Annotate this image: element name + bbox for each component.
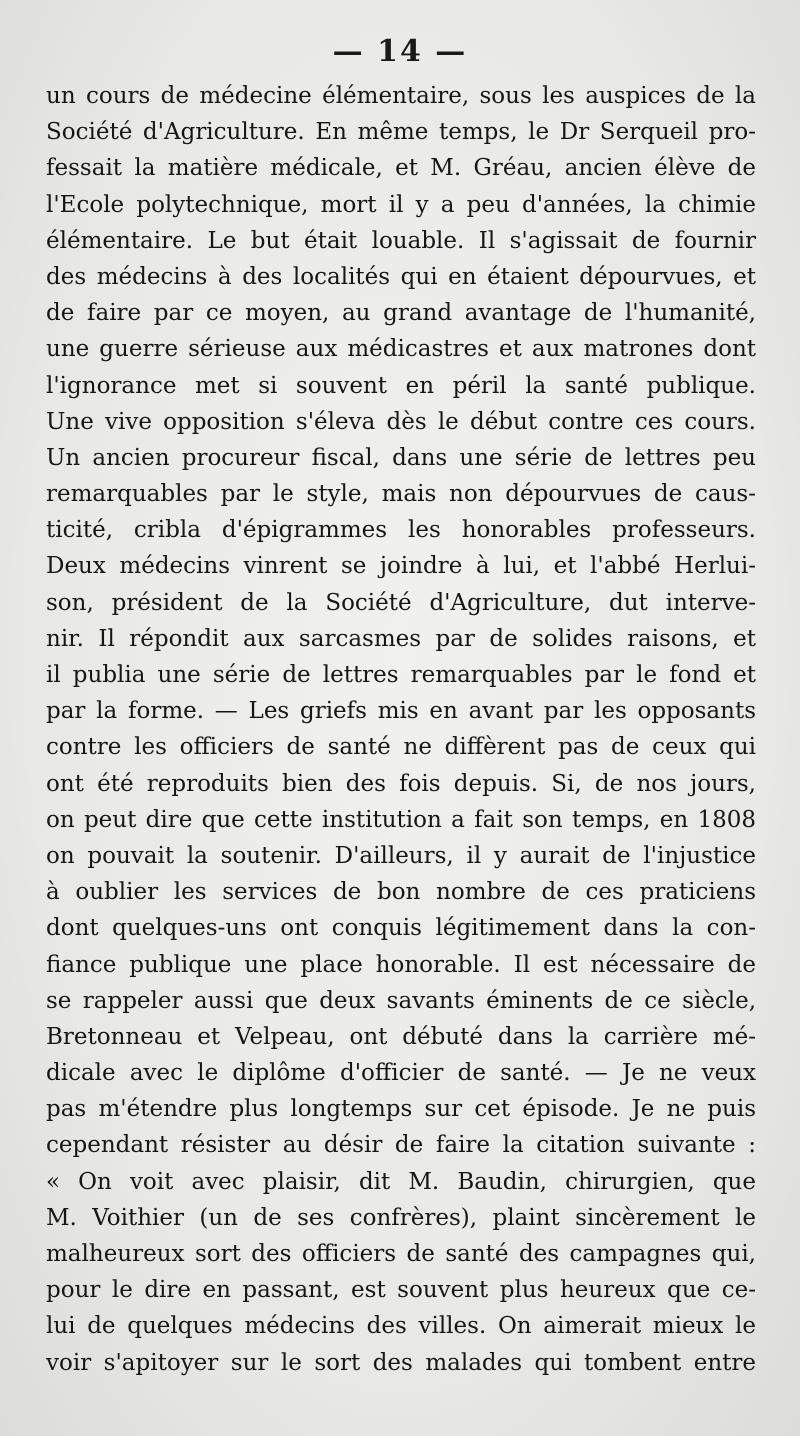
text-line: « On voit avec plaisir, dit M. Baudin, chirurgien, que — [46, 1168, 756, 1195]
text-line: on pouvait la soutenir. D'ailleurs, il y aurait de l'injustice — [46, 842, 756, 869]
text-line: Un ancien procureur fiscal, dans une série de lettres peu — [46, 444, 756, 471]
text-line: cependant résister au désir de faire la citation suivante : — [46, 1132, 756, 1159]
text-line: nir. Il répondit aux sarcasmes par de solides raisons, et — [46, 625, 756, 652]
text-line: M. Voithier (un de ses confrères), plaint sincèrement le — [46, 1204, 756, 1231]
text-line: pas m'étendre plus longtemps sur cet épisode. Je ne puis — [46, 1096, 756, 1123]
text-line: élémentaire. Le but était louable. Il s'agissait de fournir — [46, 227, 756, 254]
text-line: par la forme. — Les griefs mis en avant par les opposants — [46, 698, 756, 725]
text-line: lui de quelques médecins des villes. On aimerait mieux le — [46, 1313, 756, 1340]
text-line: on peut dire que cette institution a fait son temps, en 1808 — [46, 806, 756, 833]
text-line: voir s'apitoyer sur le sort des malades qui tombent entre — [46, 1349, 756, 1376]
text-line: se rappeler aussi que deux savants éminents de ce siècle, — [46, 987, 756, 1014]
body-text — [46, 78, 756, 1381]
text-line: à oublier les services de bon nombre de ces praticiens — [46, 879, 756, 906]
text-line: l'ignorance met si souvent en péril la santé publique. — [46, 372, 756, 399]
text-line: Bretonneau et Velpeau, ont débuté dans la carrière mé- — [46, 1023, 756, 1050]
text-line: fiance publique une place honorable. Il est nécessaire de — [46, 951, 756, 978]
text-line: contre les officiers de santé ne diffèrent pas de ceux qui — [46, 734, 756, 761]
text-line: ticité, cribla d'épigrammes les honorables professeurs. — [46, 517, 756, 544]
text-line: il publia une série de lettres remarquables par le fond et — [46, 662, 756, 688]
text-line: Société d'Agriculture. En même temps, le Dr Serqueil pro- — [46, 119, 756, 146]
text-line: pour le dire en passant, est souvent plus heureux que ce- — [46, 1277, 756, 1304]
text-line: remarquables par le style, mais non dépourvues de caus- — [46, 481, 756, 508]
text-line: Une vive opposition s'éleva dès le début contre ces cours. — [46, 408, 756, 435]
text-line: malheureux sort des officiers de santé des campagnes qui, — [46, 1241, 756, 1267]
text-line: ont été reproduits bien des fois depuis. Si, de nos jours, — [46, 770, 756, 797]
text-line: fessait la matière médicale, et M. Gréau, ancien élève de — [46, 155, 756, 182]
text-line: dicale avec le diplôme d'officier de santé. — Je ne veux — [46, 1060, 756, 1087]
text-line: dont quelques-uns ont conquis légitimement dans la con- — [46, 915, 756, 942]
text-line: un cours de médecine élémentaire, sous les auspices de la — [46, 83, 756, 109]
text-line: l'Ecole polytechnique, mort il y a peu d'années, la chimie — [46, 191, 756, 218]
text-line: Deux médecins vinrent se joindre à lui, et l'abbé Herlui- — [46, 553, 756, 580]
text-line: des médecins à des localités qui en étaient dépourvues, et — [46, 263, 756, 290]
page-number: — 14 — — [332, 34, 468, 69]
text-line: une guerre sérieuse aux médicastres et aux matrones dont — [46, 336, 756, 363]
text-line: de faire par ce moyen, au grand avantage de l'humanité, — [46, 300, 756, 327]
text-line: son, président de la Société d'Agriculture, dut interve- — [46, 589, 756, 616]
